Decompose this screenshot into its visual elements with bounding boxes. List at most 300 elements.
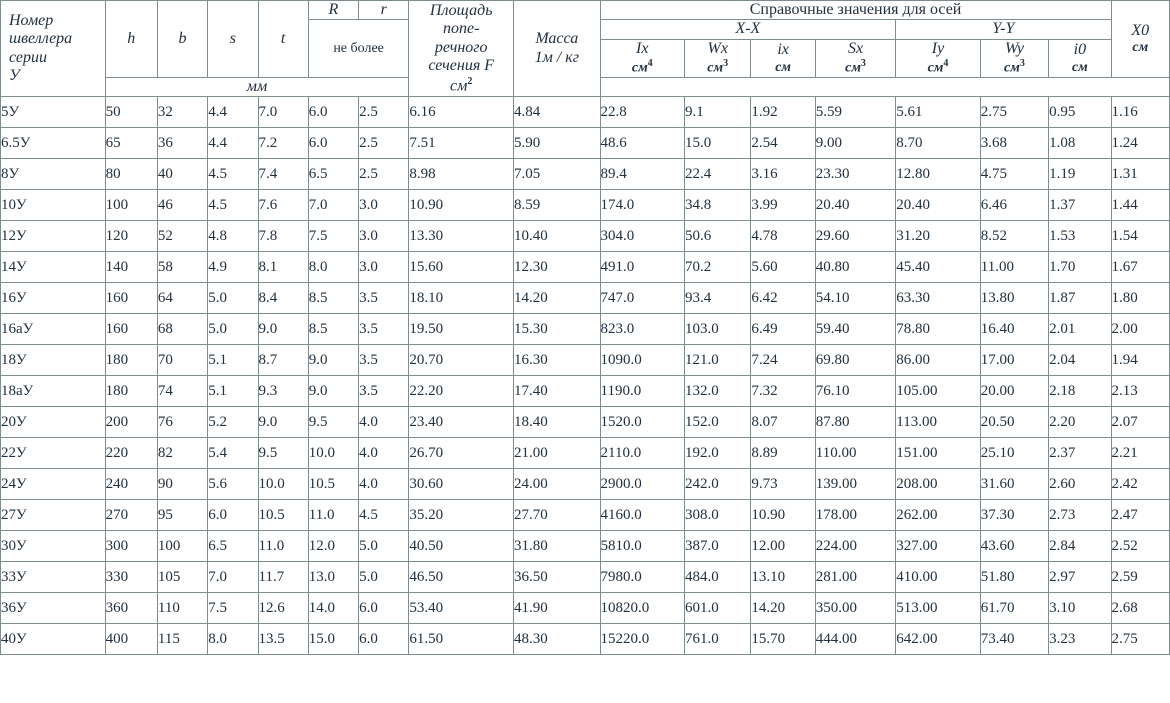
cell-Sx: 59.40 xyxy=(815,314,895,345)
cell-b: 105 xyxy=(157,562,207,593)
cell-Sx: 350.00 xyxy=(815,593,895,624)
header-Wx-unit: $см^3$ xyxy=(707,58,729,76)
header-area-line3: речного xyxy=(434,38,488,56)
row-channel-number: 16У xyxy=(1,283,106,314)
cell-Sx: 281.00 xyxy=(815,562,895,593)
cell-X0: 2.75 xyxy=(1111,624,1169,655)
table-row xyxy=(1,469,1170,500)
cell-F: 6.16 xyxy=(409,97,514,128)
cell-Wx: 192.0 xyxy=(685,438,751,469)
header-ix-label: ix xyxy=(777,41,789,59)
cell-r: 2.5 xyxy=(359,159,409,190)
header-Sx xyxy=(815,39,895,77)
cell-s: 4.5 xyxy=(208,190,258,221)
header-R: R xyxy=(308,1,358,20)
cell-R: 15.0 xyxy=(308,624,358,655)
row-channel-number: 30У xyxy=(1,531,106,562)
cell-R: 14.0 xyxy=(308,593,358,624)
cell-t: 13.5 xyxy=(258,624,308,655)
cell-Wx: 70.2 xyxy=(685,252,751,283)
cell-Sx: 23.30 xyxy=(815,159,895,190)
table-row xyxy=(1,252,1170,283)
cell-b: 90 xyxy=(157,469,207,500)
row-channel-number: 33У xyxy=(1,562,106,593)
cell-r: 3.5 xyxy=(359,314,409,345)
cell-Iy: 410.00 xyxy=(896,562,981,593)
cell-mass: 4.84 xyxy=(514,97,601,128)
cell-b: 95 xyxy=(157,500,207,531)
cell-s: 4.9 xyxy=(208,252,258,283)
cell-s: 5.2 xyxy=(208,407,258,438)
cell-Wy: 16.40 xyxy=(980,314,1048,345)
cell-Ix: 174.0 xyxy=(600,190,685,221)
cell-Ix: 2110.0 xyxy=(600,438,685,469)
header-axis-xx: X-X xyxy=(600,20,896,39)
cell-i0: 2.84 xyxy=(1049,531,1111,562)
cell-Ix: 5810.0 xyxy=(600,531,685,562)
header-axis-yy: Y-Y xyxy=(896,20,1111,39)
cell-Iy: 5.61 xyxy=(896,97,981,128)
cell-R: 8.5 xyxy=(308,283,358,314)
cell-Sx: 178.00 xyxy=(815,500,895,531)
cell-X0: 1.80 xyxy=(1111,283,1169,314)
cell-R: 13.0 xyxy=(308,562,358,593)
cell-t: 12.6 xyxy=(258,593,308,624)
cell-X0: 2.52 xyxy=(1111,531,1169,562)
cell-t: 7.6 xyxy=(258,190,308,221)
cell-R: 9.0 xyxy=(308,376,358,407)
cell-mass: 41.90 xyxy=(514,593,601,624)
cell-b: 58 xyxy=(157,252,207,283)
cell-R: 6.0 xyxy=(308,97,358,128)
header-Wy-unit: $см^3$ xyxy=(1004,58,1025,76)
cell-r: 2.5 xyxy=(359,128,409,159)
cell-mass: 18.40 xyxy=(514,407,601,438)
cell-Iy: 513.00 xyxy=(896,593,981,624)
cell-t: 10.5 xyxy=(258,500,308,531)
cell-h: 240 xyxy=(105,469,157,500)
cell-i0: 0.95 xyxy=(1049,97,1111,128)
cell-X0: 1.67 xyxy=(1111,252,1169,283)
header-row-1 xyxy=(1,1,1170,20)
cell-h: 140 xyxy=(105,252,157,283)
cell-i0: 2.73 xyxy=(1049,500,1111,531)
cell-r: 5.0 xyxy=(359,531,409,562)
cell-mass: 31.80 xyxy=(514,531,601,562)
cell-ix: 7.24 xyxy=(751,345,815,376)
cell-i0: 1.70 xyxy=(1049,252,1111,283)
cell-Sx: 444.00 xyxy=(815,624,895,655)
header-Sx-label: Sx xyxy=(847,39,864,57)
header-h: h xyxy=(105,1,157,78)
cell-Sx: 54.10 xyxy=(815,283,895,314)
cell-Ix: 22.8 xyxy=(600,97,685,128)
cell-X0: 2.68 xyxy=(1111,593,1169,624)
cell-s: 5.0 xyxy=(208,283,258,314)
table-row xyxy=(1,128,1170,159)
header-Ix-unit: $см^4$ xyxy=(631,58,653,76)
cell-mass: 14.20 xyxy=(514,283,601,314)
cell-h: 180 xyxy=(105,345,157,376)
header-area-unit: $см^2$ xyxy=(450,75,473,94)
header-area-line1: Площадь xyxy=(429,2,493,20)
row-channel-number: 8У xyxy=(1,159,106,190)
cell-Wy: 13.80 xyxy=(980,283,1048,314)
cell-Wy: 4.75 xyxy=(980,159,1048,190)
cell-Wx: 103.0 xyxy=(685,314,751,345)
header-Wx xyxy=(685,39,751,77)
table-row xyxy=(1,345,1170,376)
cell-ix: 3.16 xyxy=(751,159,815,190)
cell-Ix: 4160.0 xyxy=(600,500,685,531)
cell-Ix: 15220.0 xyxy=(600,624,685,655)
row-channel-number: 16аУ xyxy=(1,314,106,345)
header-mass-line1: Масса xyxy=(535,30,579,48)
cell-Sx: 76.10 xyxy=(815,376,895,407)
cell-F: 15.60 xyxy=(409,252,514,283)
cell-s: 5.1 xyxy=(208,345,258,376)
cell-h: 270 xyxy=(105,500,157,531)
header-s: s xyxy=(208,1,258,78)
cell-Wy: 2.75 xyxy=(980,97,1048,128)
cell-Wx: 9.1 xyxy=(685,97,751,128)
header-Wx-sup: 3 xyxy=(723,58,729,70)
cell-r: 3.0 xyxy=(359,221,409,252)
cell-Wx: 50.6 xyxy=(685,221,751,252)
header-X0 xyxy=(1111,1,1169,78)
cell-t: 11.7 xyxy=(258,562,308,593)
header-reference-values: Справочные значения для осей xyxy=(600,1,1111,20)
cell-ix: 9.73 xyxy=(751,469,815,500)
cell-F: 18.10 xyxy=(409,283,514,314)
cell-t: 7.8 xyxy=(258,221,308,252)
cell-r: 6.0 xyxy=(359,593,409,624)
cell-Wx: 152.0 xyxy=(685,407,751,438)
row-channel-number: 27У xyxy=(1,500,106,531)
cell-s: 4.4 xyxy=(208,128,258,159)
cell-Iy: 31.20 xyxy=(896,221,981,252)
cell-s: 5.1 xyxy=(208,376,258,407)
cell-F: 8.98 xyxy=(409,159,514,190)
cell-t: 9.0 xyxy=(258,314,308,345)
cell-Sx: 139.00 xyxy=(815,469,895,500)
cell-h: 360 xyxy=(105,593,157,624)
table-body xyxy=(1,97,1170,655)
header-t: t xyxy=(258,1,308,78)
cell-Wy: 6.46 xyxy=(980,190,1048,221)
cell-s: 5.0 xyxy=(208,314,258,345)
cell-t: 7.0 xyxy=(258,97,308,128)
cell-X0: 2.13 xyxy=(1111,376,1169,407)
cell-F: 20.70 xyxy=(409,345,514,376)
table-row xyxy=(1,624,1170,655)
cell-Wy: 20.00 xyxy=(980,376,1048,407)
header-Wy xyxy=(980,39,1048,77)
cell-R: 8.0 xyxy=(308,252,358,283)
cell-b: 74 xyxy=(157,376,207,407)
cell-Wx: 308.0 xyxy=(685,500,751,531)
cell-mass: 16.30 xyxy=(514,345,601,376)
cell-ix: 15.70 xyxy=(751,624,815,655)
cell-ix: 8.89 xyxy=(751,438,815,469)
cell-b: 82 xyxy=(157,438,207,469)
cell-b: 52 xyxy=(157,221,207,252)
cell-i0: 2.20 xyxy=(1049,407,1111,438)
cell-X0: 2.00 xyxy=(1111,314,1169,345)
cell-Wx: 601.0 xyxy=(685,593,751,624)
cell-mass: 21.00 xyxy=(514,438,601,469)
row-channel-number: 22У xyxy=(1,438,106,469)
cell-ix: 4.78 xyxy=(751,221,815,252)
cell-Ix: 2900.0 xyxy=(600,469,685,500)
cell-R: 9.0 xyxy=(308,345,358,376)
header-spacer xyxy=(600,77,1169,96)
cell-r: 3.5 xyxy=(359,345,409,376)
cell-i0: 2.01 xyxy=(1049,314,1111,345)
cell-mass: 48.30 xyxy=(514,624,601,655)
cell-Sx: 29.60 xyxy=(815,221,895,252)
cell-s: 7.5 xyxy=(208,593,258,624)
cell-i0: 3.10 xyxy=(1049,593,1111,624)
cell-Wx: 761.0 xyxy=(685,624,751,655)
cell-ix: 5.60 xyxy=(751,252,815,283)
header-i0 xyxy=(1049,39,1111,77)
cell-ix: 12.00 xyxy=(751,531,815,562)
table-row xyxy=(1,562,1170,593)
row-channel-number: 10У xyxy=(1,190,106,221)
cell-h: 120 xyxy=(105,221,157,252)
cell-ix: 10.90 xyxy=(751,500,815,531)
cell-Wx: 132.0 xyxy=(685,376,751,407)
cell-i0: 2.04 xyxy=(1049,345,1111,376)
cell-h: 160 xyxy=(105,314,157,345)
row-channel-number: 5У xyxy=(1,97,106,128)
cell-X0: 1.54 xyxy=(1111,221,1169,252)
cell-b: 36 xyxy=(157,128,207,159)
cell-Wy: 17.00 xyxy=(980,345,1048,376)
cell-Iy: 63.30 xyxy=(896,283,981,314)
cell-i0: 1.08 xyxy=(1049,128,1111,159)
cell-R: 7.0 xyxy=(308,190,358,221)
cell-h: 220 xyxy=(105,438,157,469)
cell-b: 64 xyxy=(157,283,207,314)
header-b: b xyxy=(157,1,207,78)
row-channel-number: 20У xyxy=(1,407,106,438)
cell-Wx: 484.0 xyxy=(685,562,751,593)
cell-r: 4.0 xyxy=(359,469,409,500)
row-channel-number: 6.5У xyxy=(1,128,106,159)
cell-mass: 5.90 xyxy=(514,128,601,159)
header-Wx-label: Wx xyxy=(707,39,728,57)
cell-r: 4.0 xyxy=(359,438,409,469)
cell-Ix: 89.4 xyxy=(600,159,685,190)
cell-Iy: 12.80 xyxy=(896,159,981,190)
cell-F: 26.70 xyxy=(409,438,514,469)
cell-ix: 6.42 xyxy=(751,283,815,314)
header-channel-number-line3: серии xyxy=(9,48,47,66)
cell-Ix: 7980.0 xyxy=(600,562,685,593)
header-area-line4: сечения F xyxy=(428,57,495,75)
row-channel-number: 40У xyxy=(1,624,106,655)
cell-b: 76 xyxy=(157,407,207,438)
cell-Wy: 43.60 xyxy=(980,531,1048,562)
cell-R: 8.5 xyxy=(308,314,358,345)
cell-F: 19.50 xyxy=(409,314,514,345)
cell-mass: 17.40 xyxy=(514,376,601,407)
cell-b: 68 xyxy=(157,314,207,345)
cell-Wx: 22.4 xyxy=(685,159,751,190)
cell-ix: 2.54 xyxy=(751,128,815,159)
cell-h: 65 xyxy=(105,128,157,159)
cell-i0: 1.87 xyxy=(1049,283,1111,314)
cell-s: 5.6 xyxy=(208,469,258,500)
cell-R: 7.5 xyxy=(308,221,358,252)
cell-Ix: 48.6 xyxy=(600,128,685,159)
cell-Sx: 69.80 xyxy=(815,345,895,376)
cell-h: 330 xyxy=(105,562,157,593)
cell-Iy: 20.40 xyxy=(896,190,981,221)
header-Iy-label: Iy xyxy=(931,39,945,57)
cell-Sx: 9.00 xyxy=(815,128,895,159)
cell-b: 115 xyxy=(157,624,207,655)
header-area-line2: попе- xyxy=(442,20,480,38)
header-Iy-sup: 4 xyxy=(943,58,949,70)
cell-X0: 2.59 xyxy=(1111,562,1169,593)
header-channel-number xyxy=(1,1,106,97)
header-ix xyxy=(751,39,815,77)
cell-Iy: 45.40 xyxy=(896,252,981,283)
cell-Sx: 224.00 xyxy=(815,531,895,562)
header-X0-label: X0 xyxy=(1131,21,1150,39)
header-X0-unit: см xyxy=(1132,40,1149,56)
cell-Wy: 61.70 xyxy=(980,593,1048,624)
cell-Wy: 73.40 xyxy=(980,624,1048,655)
cell-s: 8.0 xyxy=(208,624,258,655)
cell-Iy: 8.70 xyxy=(896,128,981,159)
table-row xyxy=(1,438,1170,469)
cell-F: 53.40 xyxy=(409,593,514,624)
cell-Wy: 51.80 xyxy=(980,562,1048,593)
cell-s: 4.4 xyxy=(208,97,258,128)
cell-t: 10.0 xyxy=(258,469,308,500)
cell-Wx: 387.0 xyxy=(685,531,751,562)
cell-F: 23.40 xyxy=(409,407,514,438)
cell-Ix: 304.0 xyxy=(600,221,685,252)
cell-mass: 36.50 xyxy=(514,562,601,593)
table-header xyxy=(1,1,1170,97)
table-row xyxy=(1,221,1170,252)
cell-t: 9.5 xyxy=(258,438,308,469)
cell-s: 4.8 xyxy=(208,221,258,252)
cell-Ix: 1190.0 xyxy=(600,376,685,407)
cell-mass: 10.40 xyxy=(514,221,601,252)
cell-Sx: 5.59 xyxy=(815,97,895,128)
header-Ix-label: Ix xyxy=(636,39,649,57)
cell-h: 160 xyxy=(105,283,157,314)
cell-r: 6.0 xyxy=(359,624,409,655)
header-mm-unit: мм xyxy=(105,77,409,96)
cell-h: 200 xyxy=(105,407,157,438)
cell-t: 9.0 xyxy=(258,407,308,438)
header-Iy xyxy=(896,39,981,77)
cell-i0: 2.97 xyxy=(1049,562,1111,593)
table-row xyxy=(1,97,1170,128)
cell-mass: 15.30 xyxy=(514,314,601,345)
cell-Wx: 15.0 xyxy=(685,128,751,159)
cell-X0: 2.21 xyxy=(1111,438,1169,469)
cell-s: 5.4 xyxy=(208,438,258,469)
cell-s: 4.5 xyxy=(208,159,258,190)
cell-b: 70 xyxy=(157,345,207,376)
cell-R: 11.0 xyxy=(308,500,358,531)
cell-t: 8.4 xyxy=(258,283,308,314)
cell-r: 4.0 xyxy=(359,407,409,438)
header-i0-label: i0 xyxy=(1073,41,1087,59)
table-row xyxy=(1,283,1170,314)
cell-h: 100 xyxy=(105,190,157,221)
cell-Iy: 208.00 xyxy=(896,469,981,500)
cell-F: 22.20 xyxy=(409,376,514,407)
cell-Wy: 20.50 xyxy=(980,407,1048,438)
table-row xyxy=(1,407,1170,438)
cell-mass: 8.59 xyxy=(514,190,601,221)
header-Iy-unit: $см^4$ xyxy=(927,58,949,76)
cell-F: 7.51 xyxy=(409,128,514,159)
cell-ix: 6.49 xyxy=(751,314,815,345)
cell-i0: 2.18 xyxy=(1049,376,1111,407)
row-channel-number: 18аУ xyxy=(1,376,106,407)
header-not-more: не более xyxy=(308,20,409,78)
cell-Wy: 11.00 xyxy=(980,252,1048,283)
cell-Wy: 37.30 xyxy=(980,500,1048,531)
header-channel-number-line1: Номер xyxy=(9,11,54,29)
header-Wy-sup: 3 xyxy=(1019,58,1025,70)
cell-r: 5.0 xyxy=(359,562,409,593)
cell-R: 6.0 xyxy=(308,128,358,159)
cell-Iy: 262.00 xyxy=(896,500,981,531)
cell-ix: 3.99 xyxy=(751,190,815,221)
cell-b: 100 xyxy=(157,531,207,562)
cell-ix: 14.20 xyxy=(751,593,815,624)
cell-ix: 7.32 xyxy=(751,376,815,407)
cell-Ix: 823.0 xyxy=(600,314,685,345)
cell-h: 300 xyxy=(105,531,157,562)
header-i0-unit: см xyxy=(1071,59,1088,75)
cell-i0: 1.19 xyxy=(1049,159,1111,190)
header-channel-number-line4: У xyxy=(9,67,20,85)
cell-Sx: 110.00 xyxy=(815,438,895,469)
cell-X0: 2.47 xyxy=(1111,500,1169,531)
row-channel-number: 12У xyxy=(1,221,106,252)
cell-Iy: 105.00 xyxy=(896,376,981,407)
cell-Ix: 747.0 xyxy=(600,283,685,314)
header-area xyxy=(409,1,514,97)
table-row xyxy=(1,159,1170,190)
cell-Sx: 40.80 xyxy=(815,252,895,283)
cell-b: 46 xyxy=(157,190,207,221)
cell-Sx: 20.40 xyxy=(815,190,895,221)
header-Ix-sup: 4 xyxy=(647,58,653,70)
cell-Ix: 10820.0 xyxy=(600,593,685,624)
cell-R: 10.0 xyxy=(308,438,358,469)
cell-mass: 7.05 xyxy=(514,159,601,190)
cell-t: 8.7 xyxy=(258,345,308,376)
cell-s: 7.0 xyxy=(208,562,258,593)
row-channel-number: 14У xyxy=(1,252,106,283)
cell-Sx: 87.80 xyxy=(815,407,895,438)
cell-h: 50 xyxy=(105,97,157,128)
header-mass-line2: 1м / кг xyxy=(534,48,579,66)
